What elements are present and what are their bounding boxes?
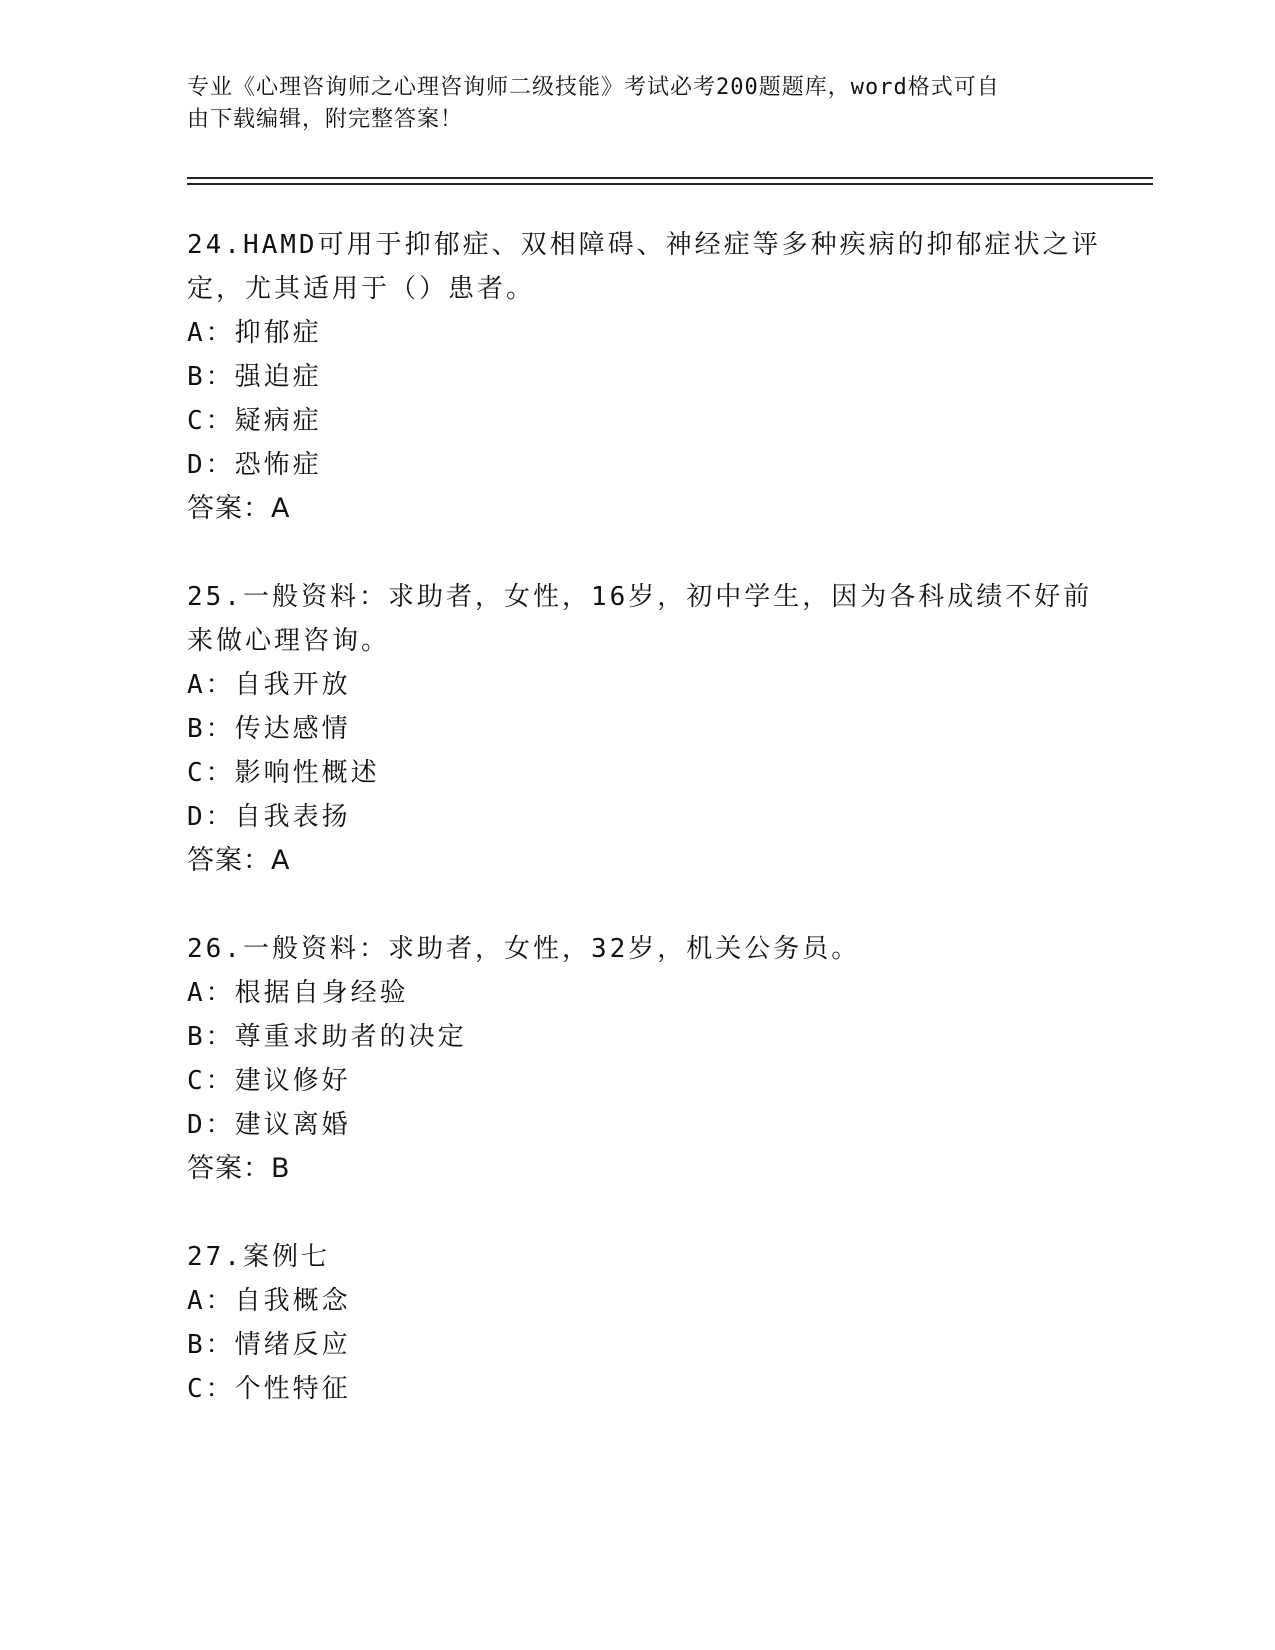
question-25-option-a: A：自我开放: [187, 670, 351, 700]
question-26-option-a: A：根据自身经验: [187, 978, 409, 1008]
header-line-2: 由下载编辑，附完整答案！: [187, 107, 464, 132]
question-25-stem-line-1: 25.一般资料：求助者，女性，16岁，初中学生，因为各科成绩不好前: [187, 582, 1093, 612]
question-25-stem-line-2: 来做心理咨询。: [187, 626, 391, 656]
question-27-option-c: C：个性特征: [187, 1374, 351, 1404]
question-25-option-c: C：影响性概述: [187, 758, 380, 788]
question-27-stem-line-1: 27.案例七: [187, 1242, 330, 1272]
question-24-option-d: D：恐怖症: [187, 450, 322, 480]
question-24-option-c: C：疑病症: [187, 406, 322, 436]
question-26-option-b: B：尊重求助者的决定: [187, 1022, 467, 1052]
question-24-option-a: A：抑郁症: [187, 318, 322, 348]
question-26-option-d: D：建议离婚: [187, 1110, 351, 1140]
header-line-1: 专业《心理咨询师之心理咨询师二级技能》考试必考200题题库，word格式可自: [187, 75, 1000, 100]
question-25-answer: 答案：A: [187, 845, 291, 876]
question-26-stem-line-1: 26.一般资料：求助者，女性，32岁，机关公务员。: [187, 934, 861, 964]
question-27-option-a: A：自我概念: [187, 1286, 351, 1316]
question-26-answer: 答案：B: [187, 1153, 291, 1184]
question-25-option-d: D：自我表扬: [187, 802, 351, 832]
header-double-rule: [187, 177, 1153, 185]
question-24-answer: 答案：A: [187, 493, 291, 524]
document-header: [187, 72, 1067, 136]
question-24-option-b: B：强迫症: [187, 362, 322, 392]
question-27-option-b: B：情绪反应: [187, 1330, 351, 1360]
question-24-stem-line-1: 24.HAMD可用于抑郁症、双相障碍、神经症等多种疾病的抑郁症状之评: [187, 230, 1101, 260]
question-24-stem-line-2: 定，尤其适用于（）患者。: [187, 274, 536, 304]
question-25-option-b: B：传达感情: [187, 714, 351, 744]
question-26-option-c: C：建议修好: [187, 1066, 351, 1096]
